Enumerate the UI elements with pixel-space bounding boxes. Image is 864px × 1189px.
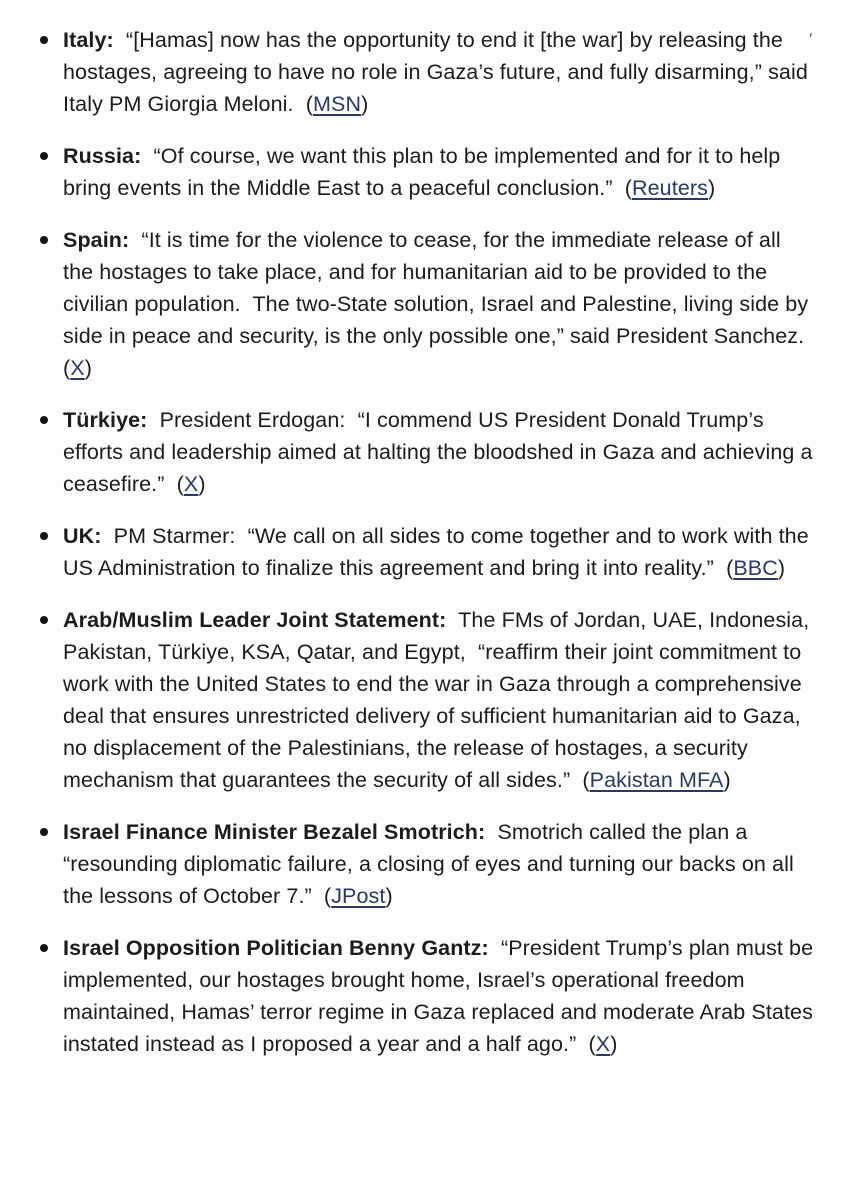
- close-paren: ): [84, 356, 92, 380]
- bullet-content: [63, 520, 815, 584]
- bullet-content: [63, 140, 815, 204]
- bullet-content: [63, 816, 815, 912]
- bullet-marker: [40, 36, 48, 44]
- bullet-marker: [40, 616, 48, 624]
- bullet-content: [63, 24, 815, 120]
- bullet-label: Russia:: [63, 144, 142, 168]
- source-link-x-gantz[interactable]: X: [595, 1032, 611, 1056]
- bullet-marker: [40, 828, 48, 836]
- bullet-item-italy: [40, 24, 820, 120]
- bullet-label: Türkiye:: [63, 408, 148, 432]
- scan-artifact-mark: ’: [806, 29, 814, 50]
- close-paren: ): [723, 768, 731, 792]
- bullet-item-spain: [40, 224, 820, 384]
- bullet-label: Italy:: [63, 28, 114, 52]
- bullet-text: “It is time for the violence to cease, for the immediate release of all the hostages to take place, and for humanitarian aid to be provided to the civilian population. The two-State solution, Israel and Palestine, living side by side in peace and security, is the only possible one,” said President Sanchez. (: [63, 228, 817, 380]
- bullet-marker: [40, 944, 48, 952]
- close-paren: ): [707, 176, 716, 200]
- close-paren: ): [777, 556, 786, 580]
- bullet-text: President Erdogan: “I commend US President Donald Trump’s efforts and leadership aimed at halting the bloodshed in Gaza and achieving a ceasefire.” (: [63, 408, 819, 496]
- bullet-marker: [40, 152, 48, 160]
- bullet-label: UK:: [63, 524, 102, 548]
- close-paren: ): [198, 472, 206, 496]
- bullet-content: [63, 404, 819, 500]
- bullet-item-uk: [40, 520, 820, 584]
- bullet-item-gantz: [40, 932, 820, 1060]
- bullet-label: Spain:: [63, 228, 130, 252]
- source-link-x-spain[interactable]: X: [70, 356, 85, 380]
- bullet-text: PM Starmer: “We call on all sides to come together and to work with the US Administration to finalize this agreement and bring it into reality.” (: [63, 524, 815, 580]
- bullet-marker: [40, 532, 48, 540]
- bullet-item-smotrich: [40, 816, 820, 912]
- source-link-bbc[interactable]: BBC: [733, 556, 778, 580]
- source-link-x-turkiye[interactable]: X: [183, 472, 199, 496]
- bullet-text: Smotrich called the plan a “resounding diplomatic failure, a closing of eyes and turning our backs on all the lessons of October 7.” (: [63, 820, 800, 908]
- bullet-text: The FMs of Jordan, UAE, Indonesia, Pakistan, Türkiye, KSA, Qatar, and Egypt, “reaffirm their joint commitment to work with the United States to end the war in Gaza through a comprehensive deal that ensures unrestricted delivery of sufficient humanitarian aid to Gaza, no displacement of the Palestinians, the release of hostages, a security mechanism that guarantees the security of all sides.” (: [63, 608, 816, 792]
- close-paren: ): [361, 92, 369, 116]
- bullet-content: [63, 604, 815, 796]
- bullet-content: [63, 932, 820, 1060]
- bullet-label: Israel Finance Minister Bezalel Smotrich:: [63, 820, 486, 844]
- bullet-marker: [40, 236, 48, 244]
- source-link-msn[interactable]: MSN: [313, 92, 362, 116]
- close-paren: ): [610, 1032, 618, 1056]
- bullet-text: “Of course, we want this plan to be implemented and for it to help bring events in the Middle East to a peaceful conclusion.” (: [63, 144, 787, 200]
- bullet-item-turkiye: [40, 404, 820, 500]
- source-link-reuters[interactable]: Reuters: [632, 176, 708, 200]
- bullet-item-russia: [40, 140, 820, 204]
- bullet-marker: [40, 416, 48, 424]
- bullet-content: [63, 224, 815, 384]
- bullet-text: “[Hamas] now has the opportunity to end it [the war] by releasing the hostages, agreeing to have no role in Gaza’s future, and fully disarming,” said Italy PM Giorgia Meloni. (: [63, 28, 814, 116]
- source-link-jpost[interactable]: JPost: [331, 884, 386, 908]
- bullet-label: Arab/Muslim Leader Joint Statement:: [63, 608, 447, 632]
- bullet-text: “President Trump’s plan must be implemented, our hostages brought home, Israel’s operational freedom maintained, Hamas’ terror regime in Gaza replaced and moderate Arab States instated instead as I proposed a year and a half ago.” (: [63, 936, 820, 1056]
- bullet-item-arab-muslim-joint-statement: [40, 604, 820, 796]
- bullet-label: Israel Opposition Politician Benny Gantz:: [63, 936, 489, 960]
- close-paren: ): [385, 884, 393, 908]
- source-link-pakistan-mfa[interactable]: Pakistan MFA: [589, 768, 724, 792]
